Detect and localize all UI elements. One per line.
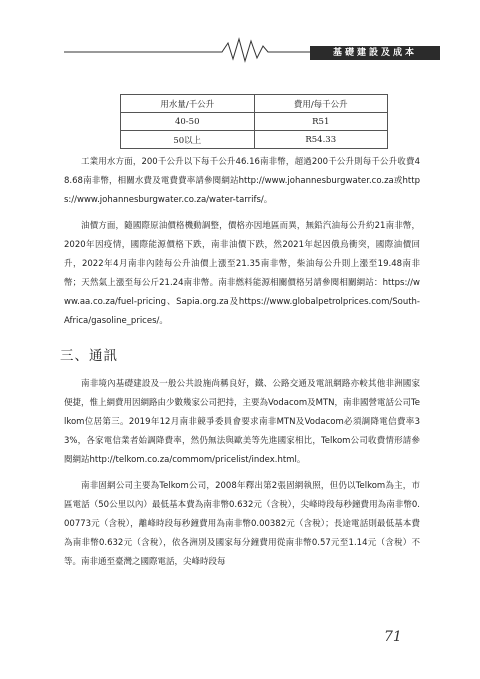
page-header (0, 34, 480, 64)
chapter-title: 基礎建設及成本 (310, 46, 440, 60)
table-header: 用水量/千公升 (121, 95, 255, 113)
table-cell: 50以上 (121, 131, 255, 149)
page-number: 71 (384, 629, 402, 645)
fuel-paragraph: 油價方面，隨國際原油價格機動調整，價格亦因地區而異，無鉛汽油每公升約21南非幣，2020年因疫情，國際能源價格下跌，南非油價下跌，然2021年起因俄烏衝突，國際油價回升，2022年4月南非內陸每公升油價上漲至21.35南非幣，柴油每公升則上漲至19.48南非幣；天然氣上漲至每公斤21.24南非幣。南非燃料能源相關價格另請參閱相關網站：https://www.aa.co.za/fuel-pricing、Sapia.org.za及https://www.globalpetrolprices.com/South-Africa/gasoline_prices/。 (64, 221, 420, 326)
water-paragraph: 工業用水方面，200千公升以下每千公升46.16南非幣，超過200千公升則每千公升收費48.68南非幣，相關水費及電費費率請參閱網站http://www.johannesburgwater.co.za或https://www.johannesburgwater.co.za/water-tarrifs/。 (64, 157, 420, 205)
table-header: 費用/每千公升 (254, 95, 388, 113)
table-row (121, 131, 388, 149)
body-text (60, 153, 420, 572)
table-cell: R51 (254, 113, 388, 131)
table-cell: 40-50 (121, 113, 255, 131)
table-row (121, 113, 388, 131)
telecom-intro-paragraph: 南非境內基礎建設及一般公共設施尚稱良好，鐵、公路交通及電訊網路亦較其他非洲國家便捷，惟上網費用因網路由少數幾家公司把持，主要為Vodacom及MTN，南非國營電話公司Telkom位居第三。2019年12月南非競爭委員會要求南非MTN及Vodacom必須調降電信費率33%，各家電信業者始調降費率，然仍無法與歐美等先進國家相比，Telkom公司收費情形請參閱網站http://telkom.co.za/commom/pricelist/index.html。 (64, 379, 420, 465)
table-header-row (121, 95, 388, 113)
water-rate-table (120, 94, 388, 149)
section-heading: 三、通訊 (60, 348, 118, 364)
table-cell: R54.33 (254, 131, 388, 149)
telecom-rates-paragraph: 南非固網公司主要為Telkom公司，2008年釋出第2張固網執照，但仍以Telkom為主，市區電話（50公里以內）最低基本費為南非幣0.632元（含稅），尖峰時段每秒鐘費用為南非幣0.00773元（含稅），離峰時段每秒鐘費用為南非幣0.00382元（含稅）；長途電話則最低基本費為南非幣0.632元（含稅），依各洲別及國家每分鐘費用從南非幣0.57元至1.14元（含稅）不等。南非通至臺灣之國際電話，尖峰時段每 (64, 481, 420, 567)
